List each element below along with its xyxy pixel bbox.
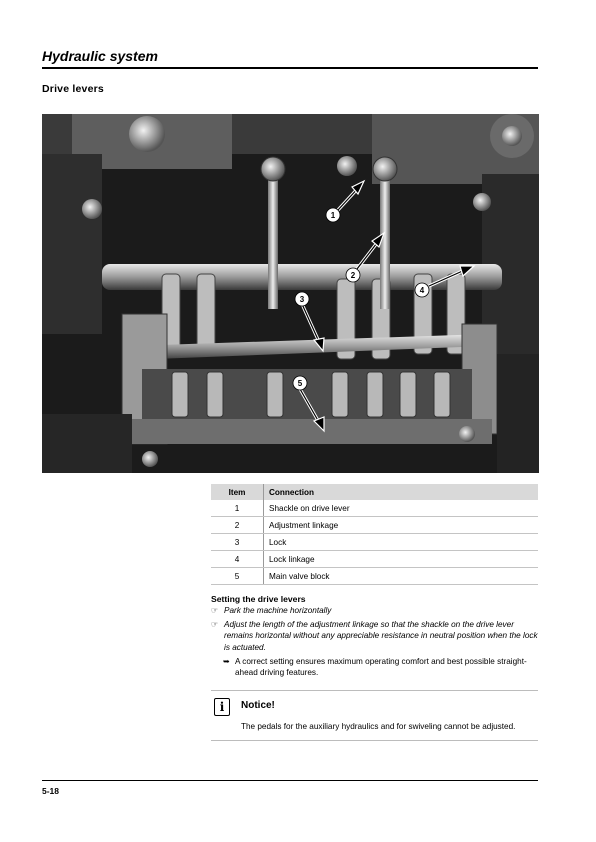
item-number: 1	[211, 500, 264, 517]
instruction-step	[211, 605, 541, 616]
pointing-hand-icon: ☞	[211, 606, 219, 615]
item-number: 5	[211, 568, 264, 585]
item-number: 3	[211, 534, 264, 551]
items-table	[211, 484, 538, 585]
result-arrow-icon: ➥	[223, 656, 230, 666]
notice-text: The pedals for the auxiliary hydraulics and for swiveling cannot be adjusted.	[241, 722, 516, 731]
item-number: 4	[211, 551, 264, 568]
section-title: Hydraulic system	[42, 48, 158, 64]
svg-text:4: 4	[419, 286, 425, 295]
callout-1	[326, 208, 340, 222]
table-row	[211, 500, 538, 517]
setting-instructions	[211, 594, 541, 678]
svg-text:1: 1	[330, 211, 336, 220]
subsection-title: Drive levers	[42, 83, 104, 95]
callout-3	[295, 292, 309, 306]
callout-5	[293, 376, 307, 390]
setting-title: Setting the drive levers	[211, 594, 306, 604]
table-row	[211, 568, 538, 585]
item-connection: Adjustment linkage	[264, 517, 539, 534]
instruction-step	[211, 619, 541, 653]
notice-title: Notice!	[241, 700, 275, 711]
callout-4	[415, 283, 429, 297]
step-text: Adjust the length of the adjustment linkage so that the shackle on the drive lever remains horizontal without any appreciable resistance in neutral position when the lock is actuated.	[224, 620, 538, 652]
svg-text:2: 2	[350, 271, 356, 280]
table-header-row	[211, 484, 538, 500]
callout-2	[346, 268, 360, 282]
instruction-result	[211, 656, 541, 678]
step-text: Park the machine horizontally	[224, 606, 332, 615]
item-connection: Shackle on drive lever	[264, 500, 539, 517]
table-row	[211, 551, 538, 568]
header-rule	[42, 67, 538, 69]
item-number: 2	[211, 517, 264, 534]
result-text: A correct setting ensures maximum operating comfort and best possible straight-ahead driving features.	[235, 656, 527, 678]
notice-box	[211, 690, 538, 741]
table-row	[211, 517, 538, 534]
page-number: 5-18	[42, 786, 60, 796]
table-row	[211, 534, 538, 551]
drive-levers-photo	[42, 114, 539, 473]
footer-rule	[42, 780, 538, 781]
item-connection: Lock linkage	[264, 551, 539, 568]
svg-text:5: 5	[297, 379, 303, 388]
info-icon: i	[214, 698, 230, 716]
item-connection: Main valve block	[264, 568, 539, 585]
item-column-header: Item	[211, 484, 264, 500]
svg-text:3: 3	[299, 295, 305, 304]
connection-column-header: Connection	[264, 484, 539, 500]
pointing-hand-icon: ☞	[211, 620, 219, 630]
item-connection: Lock	[264, 534, 539, 551]
